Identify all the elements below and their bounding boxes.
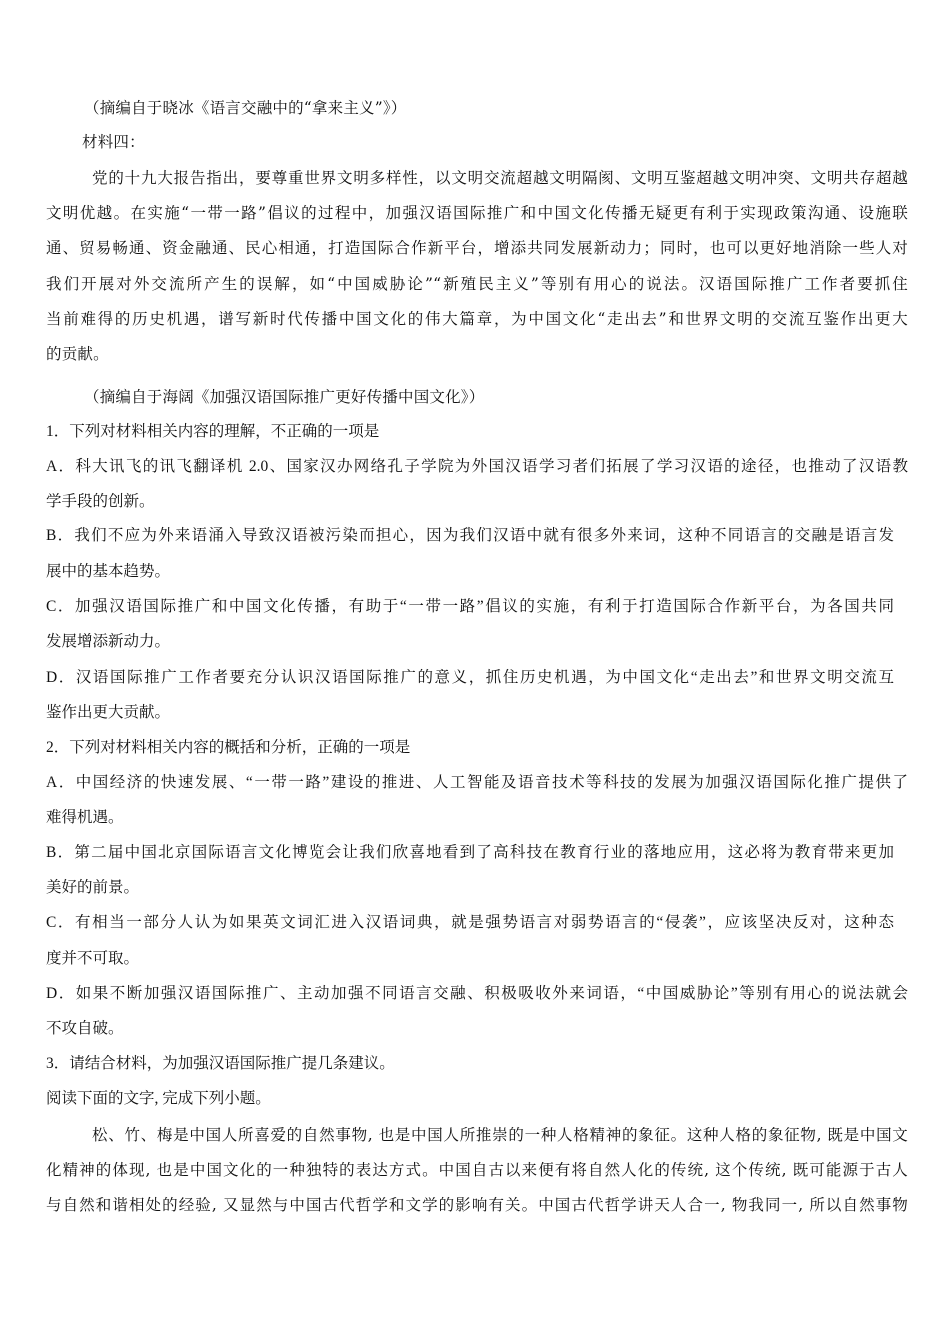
option-1b-line: B．我们不应为外来语涌入导致汉语被污染而担心，因为我们汉语中就有很多外来词，这种不同语言的交融是语言发: [46, 527, 894, 544]
paragraph-line: 党的十九大报告指出，要尊重世界文明多样性，以文明交流超越文明隔阂、文明互鉴超越文明冲突、文明共存超越: [92, 169, 908, 187]
option-1c-line: 发展增添新动力。: [46, 633, 171, 650]
option-2d-line: D．如果不断加强汉语国际推广、主动加强不同语言交融、积极吸收外来词语，“中国威胁论”等别有用心的说法就会: [46, 985, 908, 1002]
option-2b-line: 美好的前景。: [46, 879, 140, 896]
option-2d-line: 不攻自破。: [46, 1020, 124, 1037]
question-2: 2．下列对材料相关内容的概括和分析，正确的一项是: [46, 739, 411, 756]
passage-line: 与自然和谐相处的经验, 又显然与中国古代哲学和文学的影响有关。中国古代哲学讲天人合一, 物我同一, 所以自然事物: [46, 1196, 908, 1214]
option-2a-line: 难得机遇。: [46, 809, 124, 826]
passage-line: 化精神的体现, 也是中国文化的一种独特的表达方式。中国自古以来便有将自然人化的传统, 这个传统, 既可能源于古人: [46, 1161, 908, 1179]
passage-line: 松、竹、梅是中国人所喜爱的自然事物, 也是中国人所推崇的一种人格精神的象征。这种人格的象征物, 既是中国文: [92, 1126, 908, 1144]
option-1c-line: C．加强汉语国际推广和中国文化传播，有助于“一带一路”倡议的实施，有利于打造国际合作新平台，为各国共同: [46, 598, 894, 615]
reading-instruction: 阅读下面的文字, 完成下列小题。: [46, 1090, 271, 1107]
question-3: 3．请结合材料，为加强汉语国际推广提几条建议。: [46, 1055, 395, 1072]
paragraph-line: 通、贸易畅通、资金融通、民心相通，打造国际合作新平台，增添共同发展新动力；同时，也可以更好地消除一些人对: [46, 239, 908, 257]
option-1d-line: D．汉语国际推广工作者要充分认识汉语国际推广的意义，抓住历史机遇，为中国文化“走出去”和世界文明交流互: [46, 669, 894, 686]
option-2c-line: C．有相当一部分人认为如果英文词汇进入汉语词典，就是强势语言对弱势语言的“侵袭”，应该坚决反对，这种态: [46, 914, 894, 931]
source-citation-2: （摘编自于海阔《加强汉语国际推广更好传播中国文化》）: [84, 388, 485, 406]
option-1a-line: 学手段的创新。: [46, 493, 155, 510]
question-1: 1．下列对材料相关内容的理解，不正确的一项是: [46, 423, 380, 440]
option-2a-line: A．中国经济的快速发展、“一带一路”建设的推进、人工智能及语音技术等科技的发展为加强汉语国际化推广提供了: [46, 774, 908, 791]
paragraph-line: 的贡献。: [46, 345, 109, 363]
option-2c-line: 度并不可取。: [46, 950, 140, 967]
option-2b-line: B．第二届中国北京国际语言文化博览会让我们欣喜地看到了高科技在教育行业的落地应用，这必将为教育带来更加: [46, 844, 894, 861]
source-citation-1: （摘编自于晓冰《语言交融中的“拿来主义”》）: [84, 99, 407, 117]
option-1d-line: 鉴作出更大贡献。: [46, 704, 171, 721]
paragraph-line: 我们开展对外交流所产生的误解，如“中国威胁论”“新殖民主义”等别有用心的说法。汉语国际推广工作者要抓住: [46, 275, 908, 293]
paragraph-line: 文明优越。在实施“一带一路”倡议的过程中，加强汉语国际推广和中国文化传播无疑更有利于实现政策沟通、设施联: [46, 204, 908, 222]
option-1a-line: A．科大讯飞的讯飞翻译机 2.0、国家汉办网络孔子学院为外国汉语学习者们拓展了学习汉语的途径，也推动了汉语教: [46, 458, 908, 475]
option-1b-line: 展中的基本趋势。: [46, 563, 171, 580]
material-four-label: 材料四：: [82, 133, 145, 151]
paragraph-line: 当前难得的历史机遇，谱写新时代传播中国文化的伟大篇章，为中国文化“走出去”和世界文明的交流互鉴作出更大: [46, 310, 908, 328]
